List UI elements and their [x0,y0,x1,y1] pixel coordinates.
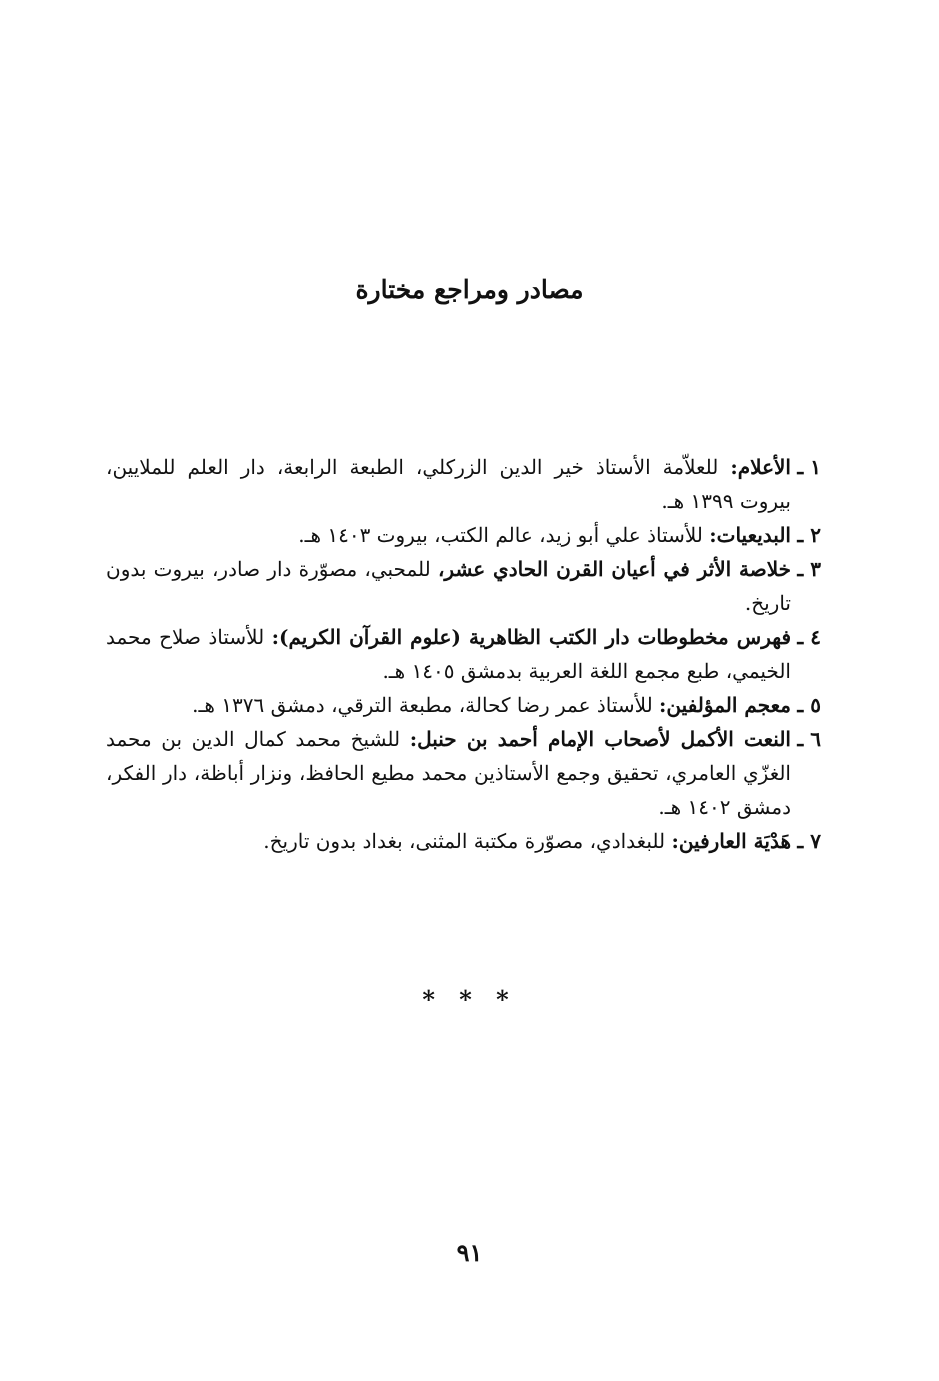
reference-details: للأستاذ علي أبو زيد، عالم الكتب، بيروت ١٤٠٣ هـ. [298,523,703,547]
section-separator: * * * [422,985,517,1014]
reference-list [106,450,821,858]
reference-item [106,518,821,552]
reference-title: البديعيات: [709,523,791,547]
reference-title: هَدْيَة العارفين: [671,829,791,853]
reference-number: ٦ ـ [797,727,821,751]
page-number: ٩١ [456,1238,483,1267]
reference-item [106,688,821,722]
reference-title: الأعلام: [730,455,791,479]
reference-title: النعت الأكمل لأصحاب الإمام أحمد بن حنبل: [409,727,791,751]
reference-title: فهرس مخطوطات دار الكتب الظاهرية (علوم القرآن الكريم): [271,625,792,649]
reference-item [106,552,821,620]
reference-details: للأستاذ صلاح محمد الخيمي، طبع مجمع اللغة العربية بدمشق ١٤٠٥ هـ. [106,625,791,683]
reference-title: خلاصة الأثر في أعيان القرن الحادي عشر، [437,557,791,581]
reference-details: للشيخ محمد كمال الدين بن محمد الغزّي العامري، تحقيق وجمع الأستاذين محمد مطيع الحافظ، ونزار أباظة، دار الفكر، دمشق ١٤٠٢ هـ. [106,727,791,819]
reference-number: ٢ ـ [797,523,821,547]
reference-item [106,722,821,824]
reference-details: للعلاّمة الأستاذ خير الدين الزركلي، الطبعة الرابعة، دار العلم للملايين، بيروت ١٣٩٩ هـ. [106,455,791,513]
reference-number: ٣ ـ [797,557,821,581]
reference-title: معجم المؤلفين: [659,693,791,717]
reference-number: ٥ ـ [797,693,821,717]
reference-item [106,450,821,518]
reference-details: للبغدادي، مصوّرة مكتبة المثنى، بغداد بدون تاريخ. [263,829,666,853]
reference-number: ٤ ـ [797,625,821,649]
reference-details: للمحبي، مصوّرة دار صادر، بيروت بدون تاريخ. [106,557,791,615]
reference-number: ٧ ـ [797,829,821,853]
reference-details: للأستاذ عمر رضا كحالة، مطبعة الترقي، دمشق ١٣٧٦ هـ. [192,693,653,717]
reference-item [106,824,821,858]
page-title: مصادر ومراجع مختارة [355,275,584,304]
reference-number: ١ ـ [797,455,821,479]
reference-item [106,620,821,688]
